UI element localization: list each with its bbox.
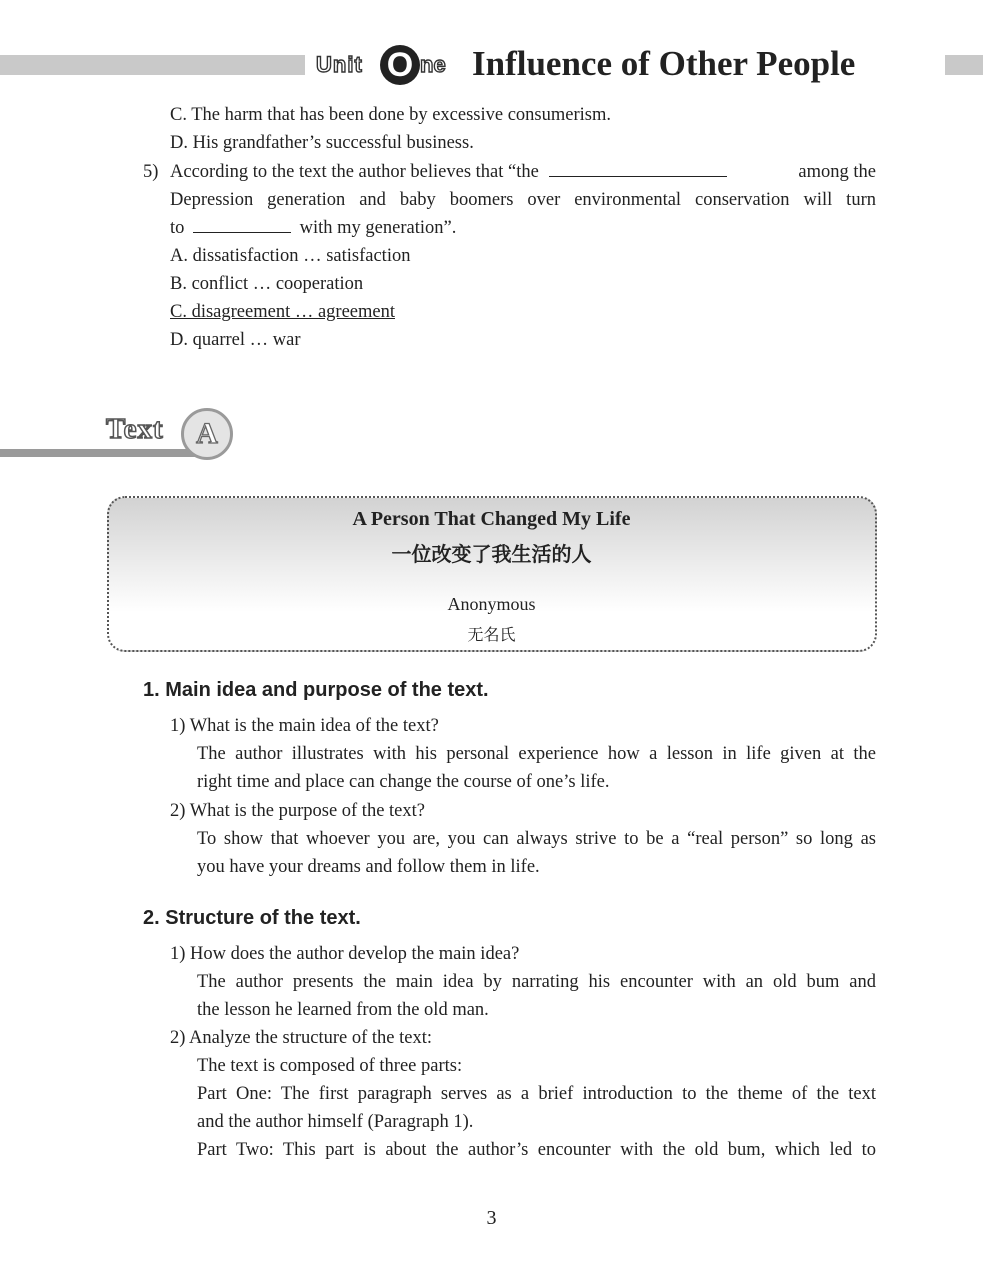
section-2-answer-2-line-2: Part One: The first paragraph serves as a brief introduction to the theme of the text <box>197 1084 876 1104</box>
q4-option-c: C. The harm that has been done by excessive consumerism. <box>170 105 611 125</box>
q5-option-b: B. conflict … cooperation <box>170 274 364 294</box>
article-author: Anonymous <box>447 594 536 614</box>
section-2-question-1: 1) How does the author develop the main idea? <box>170 944 520 964</box>
q5-line-1 <box>170 158 876 186</box>
section-1-answer-2-line-2: you have your dreams and follow them in life. <box>197 857 540 877</box>
unit-title: Influence of Other People <box>472 44 856 83</box>
section-2-question-2: 2) Analyze the structure of the text: <box>170 1028 432 1048</box>
q5-blank-1 <box>549 158 727 177</box>
q5-line-3 <box>170 214 456 242</box>
section-2-answer-2-line-1: The text is composed of three parts: <box>197 1056 463 1076</box>
q5-blank-2 <box>193 214 291 233</box>
unit-label: Unit <box>316 52 363 77</box>
section-1-answer-1-line-1: The author illustrates with his personal experience how a lesson in life given at the <box>197 744 876 764</box>
section-1-question-1: 1) What is the main idea of the text? <box>170 716 439 736</box>
article-title: A Person That Changed My Life <box>352 508 631 530</box>
text-a-bar <box>0 449 200 457</box>
q5-option-d: D. quarrel … war <box>170 330 301 350</box>
article-title-chinese: 一位改变了我生活的人 <box>391 542 592 566</box>
section-2-answer-1-line-2: the lesson he learned from the old man. <box>197 1000 489 1020</box>
article-author-chinese: 无名氏 <box>467 625 516 644</box>
q5-number: 5) <box>143 162 159 182</box>
q5-line-1-start: According to the text the author believes that “the <box>170 162 539 182</box>
q5-line-1-end: among the <box>798 162 876 182</box>
section-1-question-2: 2) What is the purpose of the text? <box>170 801 425 821</box>
section-1-answer-2-line-1: To show that whoever you are, you can always strive to be a “real person” so long as <box>197 829 876 849</box>
section-2-answer-2-line-3: and the author himself (Paragraph 1). <box>197 1112 474 1132</box>
q5-line-3-end: with my generation”. <box>299 218 457 238</box>
q5-option-a: A. dissatisfaction … satisfaction <box>170 246 411 266</box>
section-2-answer-1-line-1: The author presents the main idea by narrating his encounter with an old bum and <box>197 972 876 992</box>
page-number: 3 <box>486 1207 497 1229</box>
q5-line-3-start: to <box>170 218 185 238</box>
text-a-badge: A <box>181 408 233 460</box>
q5-line-2: Depression generation and baby boomers over environmental conservation will turn <box>170 190 876 210</box>
unit-number-suffix: ne <box>420 52 446 77</box>
section-2-answer-2-line-4: Part Two: This part is about the author’s encounter with the old bum, which led to <box>197 1140 876 1160</box>
section-1-answer-1-line-2: right time and place can change the course of one’s life. <box>197 772 610 792</box>
section-1-heading: 1. Main idea and purpose of the text. <box>143 679 489 701</box>
text-a-label: Text <box>106 413 164 445</box>
unit-number-badge: O <box>380 45 420 85</box>
q4-option-d: D. His grandfather’s successful business. <box>170 133 474 153</box>
section-2-heading: 2. Structure of the text. <box>143 907 361 929</box>
q5-option-c-answer: C. disagreement … agreement <box>170 302 395 322</box>
